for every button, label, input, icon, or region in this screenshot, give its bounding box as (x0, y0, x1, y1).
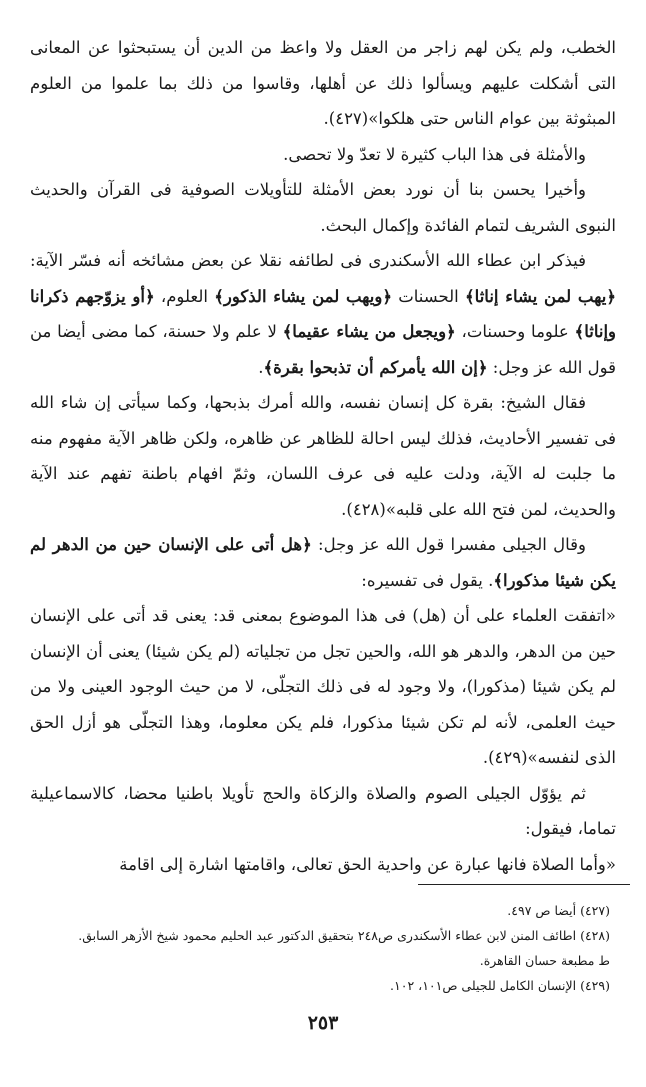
text-run: والأمثلة فى هذا الباب كثيرة لا تعدّ ولا تحصى. (283, 144, 586, 164)
footnotes (24, 898, 610, 998)
text-run: لا علم ولا حسنة، كما مضى أيضا من قول الله عز وجل: (30, 322, 616, 377)
paragraph-p9 (30, 847, 616, 883)
text-run: وقال الجيلى مفسرا قول الله عز وجل: (311, 535, 586, 554)
text-run: فيذكر ابن عطاء الله الأسكندرى فى لطائفه نقلا عن بعض مشائخه أنه فسّر الآية: (30, 251, 586, 270)
paragraph-p3 (30, 172, 616, 243)
footnote-428-continuation: ط مطبعة حسان القاهرة. (479, 953, 610, 968)
page-number: ٢٥٣ (307, 1012, 339, 1034)
paragraph-p4 (30, 243, 616, 385)
text-run: . يقول فى تفسيره: (361, 570, 494, 590)
footnote-428: (٤٢٨) اطائف المنن لابن عطاء الأسكندرى ص٢٤٨ بتحقيق الدكتور عبد الحليم محمود شيخ الأزهر السابق. (78, 928, 610, 943)
text-run: . (258, 357, 264, 377)
text-run: الخطب، ولم يكن لهم زاجر من العقل ولا واعظ من الدين أن يستبحثوا عن المعانى التى أشكلت عليهم ويسألوا ذلك عن أهلها، وقاسوا من ذلك بما علموا من العلوم المبثوثة بين عوام الناس حتى هلكوا»(٤٢٧). (30, 38, 616, 128)
text-run: علوما وحسنات، (455, 322, 575, 341)
quranic-quote: ﴿يهب لمن يشاء إناثا﴾ (465, 286, 616, 306)
text-run: العلوم، (154, 286, 215, 306)
paragraph-p1 (30, 30, 616, 137)
text-run: وأخيرا يحسن بنا أن نورد بعض الأمثلة للتأويلات الصوفية فى القرآن والحديث النبوى الشريف لتمام الفائدة وإكمال البحث. (30, 180, 616, 235)
text-run: ثم يؤوّل الجيلى الصوم والصلاة والزكاة والحج تأويلا باطنيا محضا، كالاسماعيلية تماما، فيقول: (30, 783, 616, 838)
text-run: «وأما الصلاة فانها عبارة عن واحدية الحق تعالى، واقامتها اشارة إلى اقامة (119, 854, 616, 874)
paragraph-p2 (30, 137, 616, 173)
footnote-427: (٤٢٧) أيضا ص ٤٩٧. (507, 903, 610, 918)
footnote-429: (٤٢٩) الإنسان الكامل للجيلى ص١٠١، ١٠٢. (390, 978, 610, 993)
text-run: فقال الشيخ: بقرة كل إنسان نفسه، والله أمرك بذبحها، وكما سيأتى إن شاء الله فى تفسير الأحاديث، فذلك ليس احالة للظاهر عن ظاهره، ولكن ظاهر الآية مفهوم منه ما جلبت له الآية، ودلت عليه فى عرف اللسان، وثمّ افهام باطنة تفهم عند الآية والحديث، لمن فتح الله على قلبه»(٤٢٨). (30, 393, 616, 519)
quranic-quote: ﴿إن الله يأمركم أن تذبحوا بقرة﴾ (263, 357, 488, 377)
main-text (30, 30, 616, 882)
paragraph-p7 (30, 598, 616, 776)
paragraph-p6 (30, 527, 616, 598)
paragraph-p8 (30, 776, 616, 847)
quranic-quote: ﴿أو يزوّجهم ذكرانا وإناثا﴾ (30, 286, 616, 341)
quranic-quote: ﴿ويجعل من يشاء عقيما﴾ (282, 322, 456, 341)
quranic-quote: ﴿هل أتى على الإنسان حين من الدهر لم يكن شيئا مذكورا﴾ (30, 535, 616, 590)
footnote-separator (418, 884, 630, 885)
text-run: «اتفقت العلماء على أن (هل) فى هذا الموضوع بمعنى قد: يعنى قد أتى على الإنسان حين من الدهر، والدهر هو الله، والحين تجل من تجلياته (لم يكن شيئا) يعنى أن الإنسان لم يكن شيئا (مذكورا)، ولا وجود له فى ذلك التجلّى، لا من حيث الوجود العينى ولا من حيث العلمى، لأنه لم تكن شيئا مذكورا، فلم يكن معلوما، وهذا التجلّى هو أزل الحق الذى لنفسه»(٤٢٩). (30, 606, 616, 767)
text-run: الحسنات (392, 286, 465, 306)
quranic-quote: ﴿ويهب لمن يشاء الذكور﴾ (214, 286, 392, 306)
paragraph-p5 (30, 385, 616, 527)
